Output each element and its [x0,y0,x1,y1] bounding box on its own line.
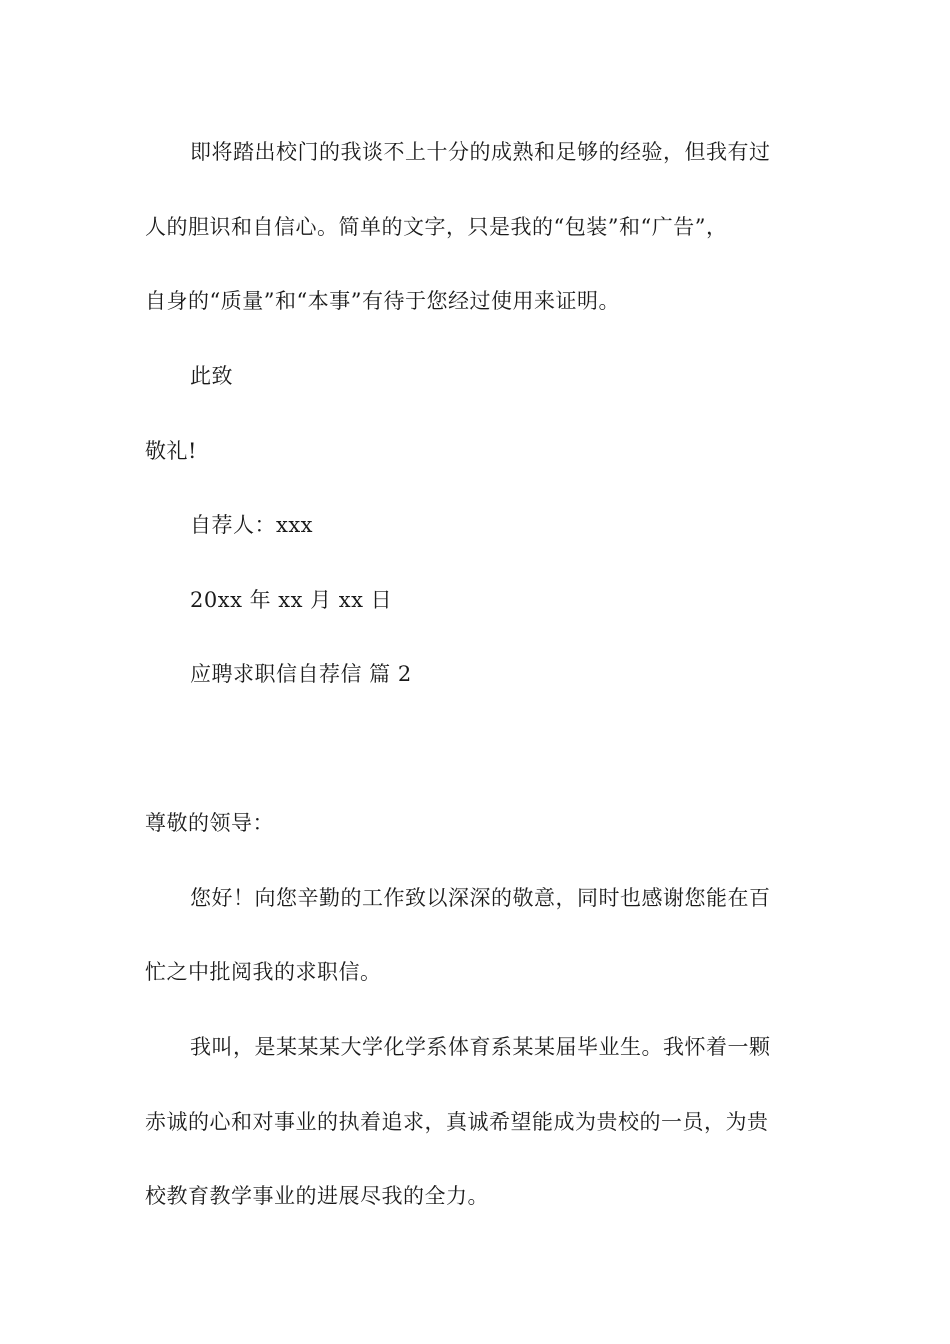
section-title: 应聘求职信自荐信 篇 2 [190,662,412,686]
closing-line-1: 此致 [190,364,233,388]
paragraph-1-line-3: 自身的“质量”和“本事”有待于您经过使用来证明。 [145,289,620,313]
paragraph-3-line-1: 我叫，是某某某大学化学系体育系某某届毕业生。我怀着一颗 [190,1035,771,1059]
date: 20xx 年 xx 月 xx 日 [190,588,393,612]
paragraph-1-line-1: 即将踏出校门的我谈不上十分的成熟和足够的经验，但我有过 [190,140,771,164]
paragraph-3-line-3: 校教育教学事业的进展尽我的全力。 [145,1184,489,1208]
paragraph-2-line-2: 忙之中批阅我的求职信。 [145,960,382,984]
paragraph-1-line-2: 人的胆识和自信心。简单的文字，只是我的“包装”和“广告”， [145,215,728,239]
signature: 自荐人：xxx [190,513,314,537]
salutation: 尊敬的领导： [145,811,274,835]
paragraph-3-line-2: 赤诚的心和对事业的执着追求，真诚希望能成为贵校的一员，为贵 [145,1110,769,1134]
closing-line-2: 敬礼! [145,439,197,463]
paragraph-2-line-1: 您好！向您辛勤的工作致以深深的敬意，同时也感谢您能在百 [190,886,771,910]
